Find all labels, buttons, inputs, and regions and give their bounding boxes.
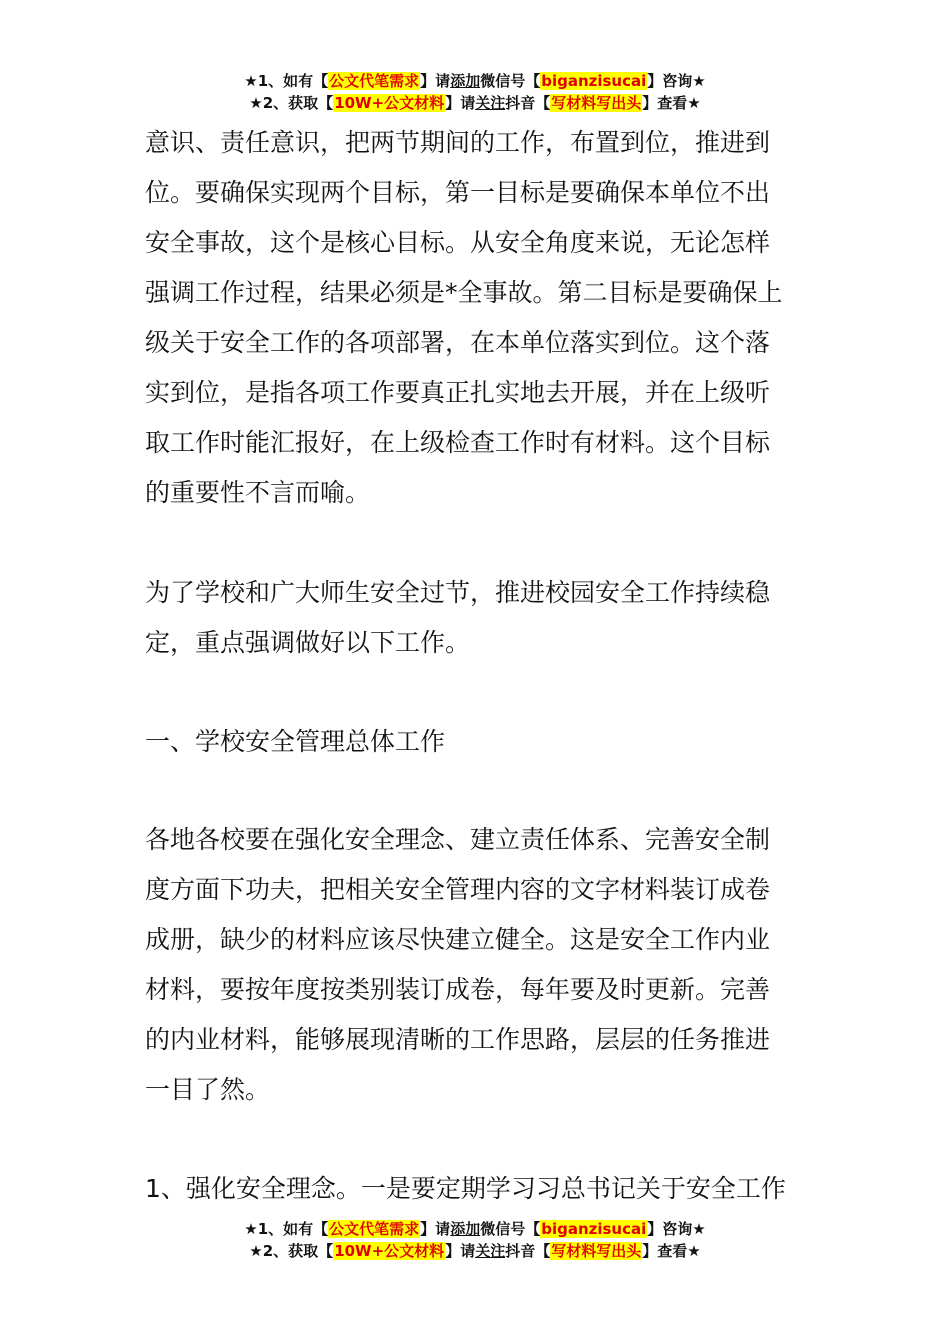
banner-text: 】请 [420, 1220, 451, 1238]
banner-text: 】请 [420, 72, 451, 90]
text-line: 为了学校和广大师生安全过节，推进校园安全工作持续稳 [145, 578, 771, 607]
banner-text: 微信号【 [480, 1220, 541, 1238]
section-heading [145, 717, 810, 767]
banner-highlight: biganzisucai [541, 1220, 647, 1238]
banner-highlight: 10W+公文材料 [334, 94, 445, 112]
text-line: 位。要确保实现两个目标，第一目标是要确保本单位不出 [145, 178, 771, 207]
text-line: 度方面下功夫，把相关安全管理内容的文字材料装订成卷 [145, 875, 771, 904]
text-line: 1、强化安全理念。一是要定期学习习总书记关于安全工作 [145, 1174, 786, 1203]
text-line: 定，重点强调做好以下工作。 [145, 628, 471, 657]
banner-line-2 [0, 1240, 950, 1262]
banner-text: ★1、如有【 [244, 72, 329, 90]
banner-text: 微信号【 [480, 72, 541, 90]
text-line: 实到位，是指各项工作要真正扎实地去开展，并在上级听 [145, 378, 771, 407]
text-line: 成册，缺少的材料应该尽快建立健全。这是安全工作内业 [145, 925, 771, 954]
banner-highlight: 写材料写出头 [551, 1242, 642, 1260]
banner-line-2 [0, 92, 950, 114]
banner-underlined-text: 添加 [450, 1220, 481, 1238]
banner-text: 抖音【 [505, 1242, 551, 1260]
text-line: 取工作时能汇报好，在上级检查工作时有材料。这个目标 [145, 428, 771, 457]
banner-text: 】查看★ [642, 1242, 701, 1260]
banner-highlight: 公文代笔需求 [329, 1220, 420, 1238]
paragraph-2 [145, 568, 810, 668]
text-line: 级关于安全工作的各项部署，在本单位落实到位。这个落 [145, 328, 771, 357]
banner-text: 】查看★ [642, 94, 701, 112]
banner-highlight: 10W+公文材料 [334, 1242, 445, 1260]
banner-text: 】请 [445, 94, 476, 112]
banner-text: 】咨询★ [647, 72, 706, 90]
banner-underlined-text: 关注 [475, 1242, 506, 1260]
text-line: 强调工作过程，结果必须是*全事故。第二目标是要确保上 [145, 278, 783, 307]
header-banner [0, 70, 950, 114]
banner-text: 抖音【 [505, 94, 551, 112]
banner-text: ★2、获取【 [249, 1242, 334, 1260]
paragraph-3 [145, 815, 810, 1115]
banner-highlight: 写材料写出头 [551, 94, 642, 112]
text-line: 各地各校要在强化安全理念、建立责任体系、完善安全制 [145, 825, 771, 854]
text-line: 一目了然。 [145, 1075, 271, 1104]
text-line: 材料，要按年度按类别装订成卷，每年要及时更新。完善 [145, 975, 771, 1004]
banner-highlight: biganzisucai [541, 72, 647, 90]
banner-line-1 [0, 1218, 950, 1240]
text-line: 安全事故，这个是核心目标。从安全角度来说，无论怎样 [145, 228, 771, 257]
footer-banner [0, 1218, 950, 1262]
banner-underlined-text: 添加 [450, 72, 481, 90]
banner-line-1 [0, 70, 950, 92]
text-line: 意识、责任意识，把两节期间的工作，布置到位，推进到 [145, 128, 771, 157]
text-line: 的重要性不言而喻。 [145, 478, 371, 507]
banner-text: 】咨询★ [647, 1220, 706, 1238]
banner-text: ★1、如有【 [244, 1220, 329, 1238]
paragraph-4 [145, 1164, 810, 1214]
paragraph-1 [145, 118, 810, 518]
text-line: 的内业材料，能够展现清晰的工作思路，层层的任务推进 [145, 1025, 771, 1054]
heading-text: 一、学校安全管理总体工作 [145, 727, 446, 756]
banner-highlight: 公文代笔需求 [329, 72, 420, 90]
banner-text: ★2、获取【 [249, 94, 334, 112]
banner-text: 】请 [445, 1242, 476, 1260]
banner-underlined-text: 关注 [475, 94, 506, 112]
